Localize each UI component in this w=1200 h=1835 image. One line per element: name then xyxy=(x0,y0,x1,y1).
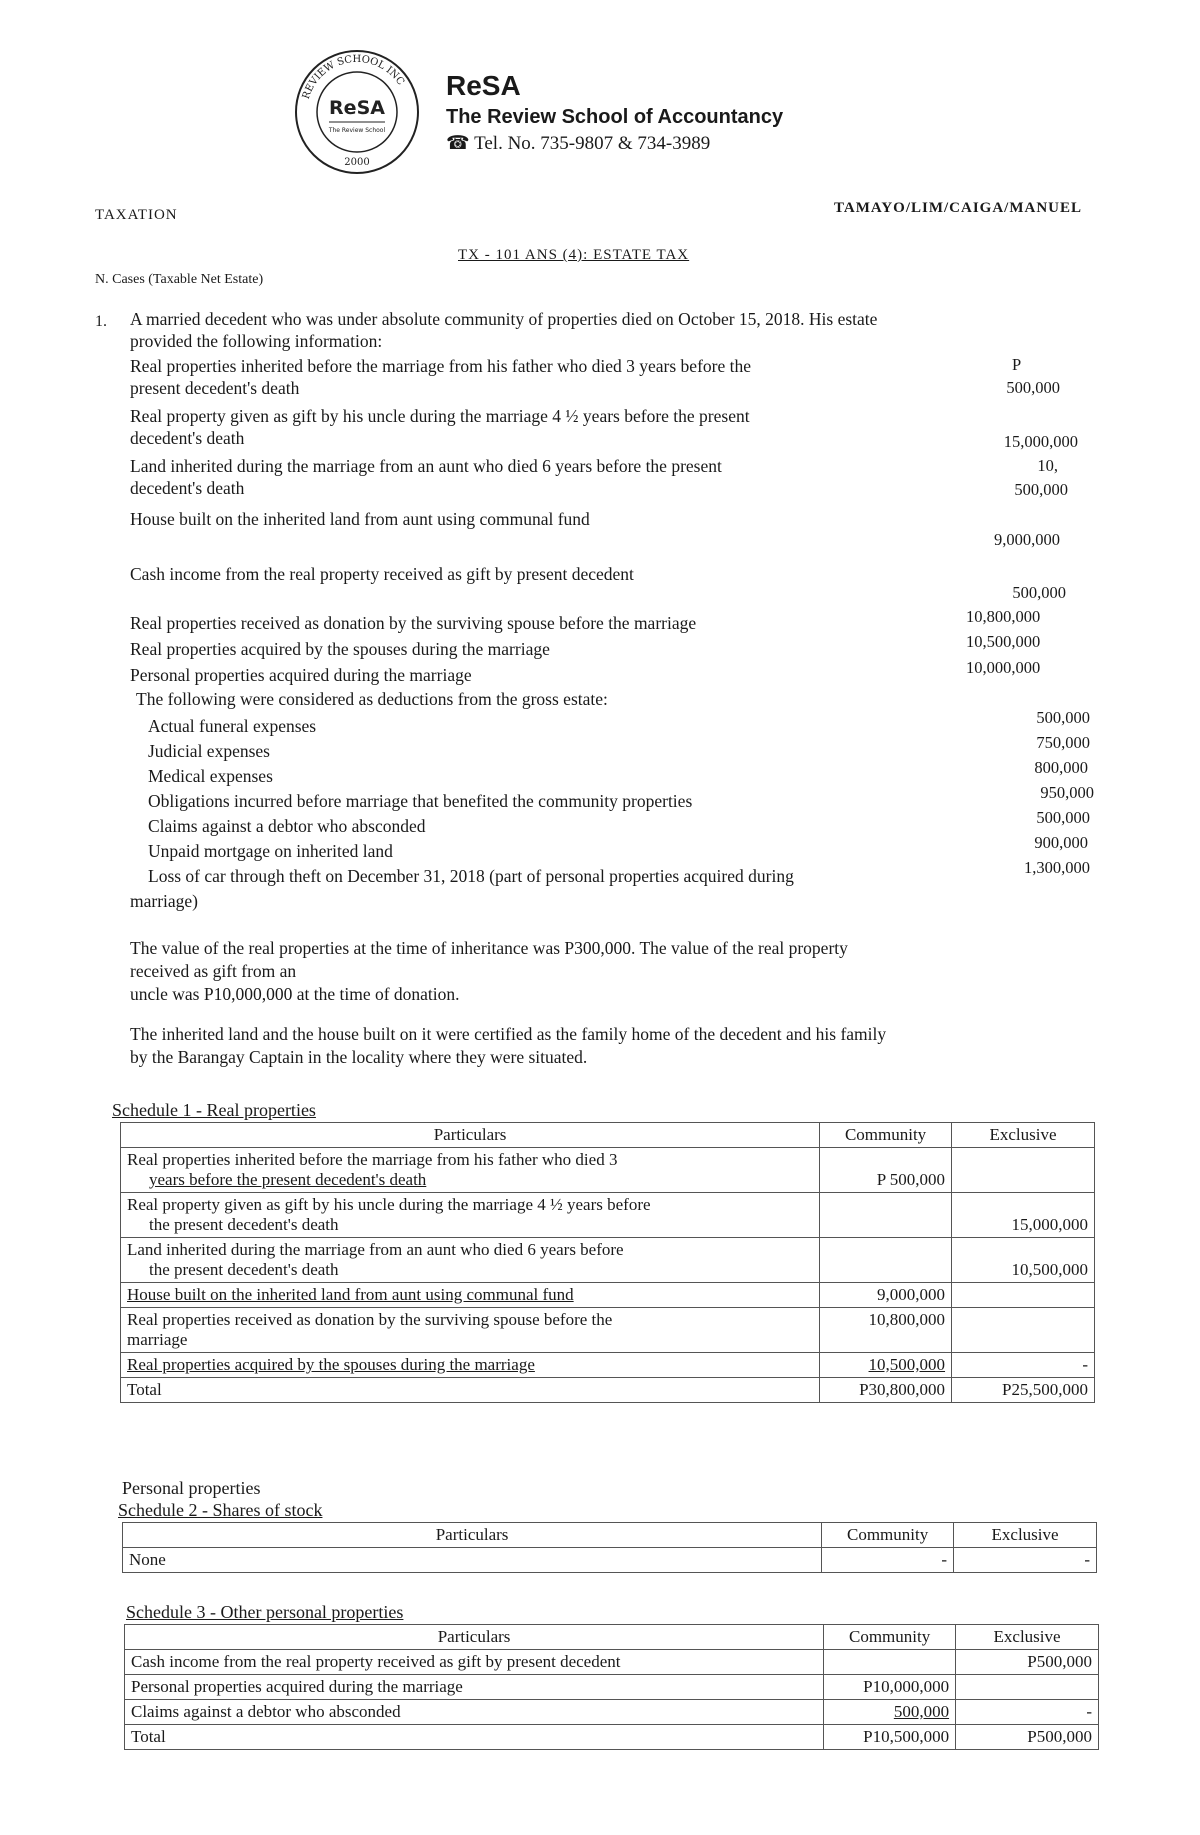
column-header: Exclusive xyxy=(956,1625,1099,1650)
item-line: Real properties acquired by the spouses during the marriage xyxy=(130,639,550,659)
table-row xyxy=(121,1308,1095,1353)
particular-cell: Real properties received as donation by the surviving spouse before the marriage xyxy=(121,1308,820,1353)
column-header: Community xyxy=(820,1123,952,1148)
particular-cell: None xyxy=(123,1548,822,1573)
deduction-label: Medical expenses xyxy=(148,766,273,786)
schedule-2-title: Schedule 2 - Shares of stock xyxy=(118,1500,323,1520)
column-header: Exclusive xyxy=(952,1123,1095,1148)
svg-text:The Review School: The Review School xyxy=(328,127,386,134)
exclusive-cell: - xyxy=(952,1353,1095,1378)
note-line: by the Barangay Captain in the locality where they were situated. xyxy=(130,1047,588,1067)
exclusive-cell xyxy=(956,1675,1099,1700)
table-header-row xyxy=(121,1123,1095,1148)
deduction-label: marriage) xyxy=(130,891,199,911)
note-line: The value of the real properties at the time of inheritance was P300,000. The value of the real property xyxy=(130,938,848,958)
deduction-amount: 800,000 xyxy=(1034,758,1088,777)
community-cell: 500,000 xyxy=(824,1700,956,1725)
item-line: Cash income from the real property received as gift by present decedent xyxy=(130,564,634,584)
personal-properties-heading: Personal properties xyxy=(122,1478,261,1498)
column-header: Community xyxy=(822,1523,954,1548)
deduction-amount: 900,000 xyxy=(1034,833,1088,852)
community-cell: 10,800,000 xyxy=(820,1308,952,1353)
table-row xyxy=(121,1238,1095,1283)
community-cell xyxy=(820,1238,952,1283)
item-line: Real property given as gift by his uncle during the marriage 4 ½ years before the present xyxy=(130,406,750,426)
item-amount: 10,000,000 xyxy=(966,658,1041,677)
deductions-intro: The following were considered as deductions from the gross estate: xyxy=(136,689,608,709)
svg-text:REVIEW SCHOOL INC: REVIEW SCHOOL INC xyxy=(300,53,407,101)
item-amount-part: 10, xyxy=(1037,456,1058,475)
intro-line: provided the following information: xyxy=(130,331,383,351)
deduction-label: Actual funeral expenses xyxy=(148,716,317,736)
exclusive-cell: 15,000,000 xyxy=(952,1193,1095,1238)
item-line: Personal properties acquired during the marriage xyxy=(130,665,472,685)
table-row xyxy=(121,1193,1095,1238)
note-line: The inherited land and the house built on it were certified as the family home of the decedent and his family xyxy=(130,1024,887,1044)
item-amount: 500,000 xyxy=(1006,378,1060,397)
note-line: received as gift from an xyxy=(130,961,297,981)
deduction-amount: 500,000 xyxy=(1036,708,1090,727)
brand-name: ReSA xyxy=(446,70,521,101)
phone-icon: ☎ xyxy=(446,133,470,154)
item-amount: 10,800,000 xyxy=(966,607,1041,626)
exclusive-cell xyxy=(952,1308,1095,1353)
section-label: N. Cases (Taxable Net Estate) xyxy=(95,272,264,287)
schedule-1-table xyxy=(120,1122,1095,1403)
problem-number: 1. xyxy=(95,313,107,330)
exclusive-total: P25,500,000 xyxy=(952,1378,1095,1403)
exclusive-cell xyxy=(952,1148,1095,1193)
exclusive-cell xyxy=(952,1283,1095,1308)
column-header: Community xyxy=(824,1625,956,1650)
deduction-label: Claims against a debtor who absconded xyxy=(148,816,426,836)
exclusive-cell: - xyxy=(954,1548,1097,1573)
community-cell: 9,000,000 xyxy=(820,1283,952,1308)
currency-symbol: P xyxy=(1012,355,1022,374)
resa-logo xyxy=(293,48,421,176)
particular-cell: Personal properties acquired during the marriage xyxy=(125,1675,824,1700)
column-header: Particulars xyxy=(123,1523,822,1548)
deduction-amount: 1,300,000 xyxy=(1024,858,1090,877)
column-header: Particulars xyxy=(125,1625,824,1650)
deduction-label: Judicial expenses xyxy=(148,741,270,761)
brand-full-name: The Review School of Accountancy xyxy=(446,106,784,128)
community-cell xyxy=(820,1193,952,1238)
table-row xyxy=(123,1548,1097,1573)
table-header-row xyxy=(123,1523,1097,1548)
community-cell: P10,000,000 xyxy=(824,1675,956,1700)
deduction-amount: 950,000 xyxy=(1040,783,1094,802)
item-line: decedent's death xyxy=(130,428,245,448)
column-header: Particulars xyxy=(121,1123,820,1148)
table-row xyxy=(125,1650,1099,1675)
exclusive-total: P500,000 xyxy=(956,1725,1099,1750)
svg-text:2000: 2000 xyxy=(344,157,370,168)
schedule-3-table xyxy=(124,1624,1099,1750)
item-amount: 9,000,000 xyxy=(994,530,1060,549)
schedule-3-title: Schedule 3 - Other personal properties xyxy=(126,1602,404,1622)
svg-text:ReSA: ReSA xyxy=(329,97,385,119)
item-amount: 500,000 xyxy=(1014,480,1068,499)
particular-cell: Claims against a debtor who absconded xyxy=(125,1700,824,1725)
column-header: Exclusive xyxy=(954,1523,1097,1548)
community-total: P10,500,000 xyxy=(824,1725,956,1750)
item-line: Real properties received as donation by the surviving spouse before the marriage xyxy=(130,613,697,633)
deduction-label: Loss of car through theft on December 31, 2018 (part of personal properties acquired during xyxy=(148,866,794,886)
authors-label: TAMAYO/LIM/CAIGA/MANUEL xyxy=(833,200,1082,216)
table-row xyxy=(121,1283,1095,1308)
community-cell xyxy=(824,1650,956,1675)
table-header-row xyxy=(125,1625,1099,1650)
item-amount: 15,000,000 xyxy=(1003,432,1078,451)
item-line: House built on the inherited land from aunt using communal fund xyxy=(130,509,590,529)
deduction-label: Unpaid mortgage on inherited land xyxy=(148,841,393,861)
total-label: Total xyxy=(121,1378,820,1403)
community-cell: - xyxy=(822,1548,954,1573)
particular-cell: Real property given as gift by his uncle during the marriage 4 ½ years before the present decedent's death xyxy=(121,1193,820,1238)
table-total-row xyxy=(121,1378,1095,1403)
item-line: present decedent's death xyxy=(130,378,300,398)
deduction-label: Obligations incurred before marriage that benefited the community properties xyxy=(148,791,693,811)
table-total-row xyxy=(125,1725,1099,1750)
exclusive-cell: - xyxy=(956,1700,1099,1725)
deduction-amount: 750,000 xyxy=(1036,733,1090,752)
exclusive-cell: P500,000 xyxy=(956,1650,1099,1675)
item-amount: 10,500,000 xyxy=(966,632,1041,651)
phone-line: ☎ Tel. No. 735-9807 & 734-3989 xyxy=(446,133,711,154)
table-row xyxy=(125,1675,1099,1700)
community-cell: 10,500,000 xyxy=(820,1353,952,1378)
exclusive-cell: 10,500,000 xyxy=(952,1238,1095,1283)
document-title: TX - 101 ANS (4): ESTATE TAX xyxy=(458,247,690,263)
particular-cell: Real properties acquired by the spouses during the marriage xyxy=(121,1353,820,1378)
item-line: Land inherited during the marriage from an aunt who died 6 years before the present xyxy=(130,456,722,476)
item-line: Real properties inherited before the marriage from his father who died 3 years before the xyxy=(130,356,751,376)
table-row xyxy=(125,1700,1099,1725)
particular-cell: Land inherited during the marriage from an aunt who died 6 years before the present decedent's death xyxy=(121,1238,820,1283)
table-row xyxy=(121,1353,1095,1378)
particular-cell: Real properties inherited before the marriage from his father who died 3 years before the present decedent's death xyxy=(121,1148,820,1193)
schedule-2-table xyxy=(122,1522,1097,1573)
intro-line: A married decedent who was under absolute community of properties died on October 15, 2018. His estate xyxy=(130,309,878,329)
community-total: P30,800,000 xyxy=(820,1378,952,1403)
total-label: Total xyxy=(125,1725,824,1750)
schedule-1-title: Schedule 1 - Real properties xyxy=(112,1100,316,1120)
subject-label: TAXATION xyxy=(95,207,178,223)
community-cell: P 500,000 xyxy=(820,1148,952,1193)
particular-cell: Cash income from the real property received as gift by present decedent xyxy=(125,1650,824,1675)
table-row xyxy=(121,1148,1095,1193)
item-line: decedent's death xyxy=(130,478,245,498)
deduction-amount: 500,000 xyxy=(1036,808,1090,827)
note-line: uncle was P10,000,000 at the time of donation. xyxy=(130,984,460,1004)
item-amount: 500,000 xyxy=(1012,583,1066,602)
particular-cell: House built on the inherited land from aunt using communal fund xyxy=(121,1283,820,1308)
